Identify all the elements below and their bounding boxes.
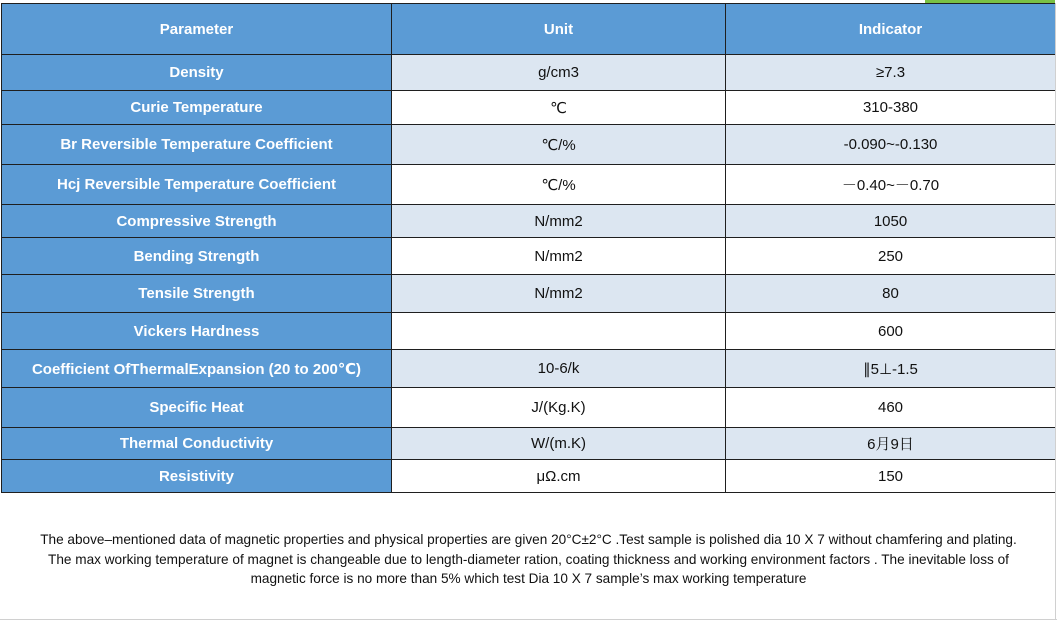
table-row xyxy=(2,238,1056,275)
unit-cell[interactable]: N/mm2 xyxy=(392,238,726,275)
unit-cell[interactable]: ℃/% xyxy=(392,125,726,165)
header-unit[interactable]: Unit xyxy=(392,4,726,55)
unit-cell[interactable]: J/(Kg.K) xyxy=(392,388,726,428)
unit-cell[interactable]: N/mm2 xyxy=(392,275,726,313)
table-row xyxy=(2,91,1056,125)
indicator-cell[interactable]: －0.40~－0.70 xyxy=(726,165,1056,205)
footnote-line-2: The max working temperature of magnet is changeable due to length-diameter ration, coating thickness and working environment factors . The inevitable loss of xyxy=(48,551,1009,567)
parameter-cell[interactable]: Specific Heat xyxy=(2,388,392,428)
footnote-line-1: The above–mentioned data of magnetic properties and physical properties are given 20°C±2°C .Test sample is polished dia 10 X 7 without chamfering and plating. xyxy=(40,532,1017,547)
parameter-cell[interactable]: Thermal Conductivity xyxy=(2,428,392,460)
indicator-cell[interactable]: 250 xyxy=(726,238,1056,275)
unit-cell[interactable]: μΩ.cm xyxy=(392,460,726,493)
parameter-cell[interactable]: Density xyxy=(2,55,392,91)
indicator-cell[interactable]: 1050 xyxy=(726,205,1056,238)
table-row xyxy=(2,55,1056,91)
table-row xyxy=(2,205,1056,238)
unit-cell[interactable]: ℃ xyxy=(392,91,726,125)
unit-cell[interactable]: ℃/% xyxy=(392,165,726,205)
header-parameter[interactable]: Parameter xyxy=(2,4,392,55)
indicator-cell[interactable]: 460 xyxy=(726,388,1056,428)
parameter-cell[interactable]: Coefficient OfThermalExpansion (20 to 200℃) xyxy=(2,350,392,388)
indicator-cell[interactable]: ≥7.3 xyxy=(726,55,1056,91)
indicator-cell[interactable]: 6月9日 xyxy=(726,428,1056,460)
parameter-cell[interactable]: Bending Strength xyxy=(2,238,392,275)
indicator-cell[interactable]: -0.090~-0.130 xyxy=(726,125,1056,165)
sheet-right-gridline xyxy=(1055,3,1056,619)
header-indicator[interactable]: Indicator xyxy=(726,4,1056,55)
properties-table xyxy=(1,3,1056,493)
table-row xyxy=(2,275,1056,313)
parameter-cell[interactable]: Br Reversible Temperature Coefficient xyxy=(2,125,392,165)
parameter-cell[interactable]: Hcj Reversible Temperature Coefficient xyxy=(2,165,392,205)
sheet-bottom-gridline xyxy=(0,619,1057,620)
footnote-line-3: magnetic force is no more than 5% which test Dia 10 X 7 sample’s max working temperature xyxy=(250,571,807,586)
parameter-cell[interactable]: Resistivity xyxy=(2,460,392,493)
table-row xyxy=(2,460,1056,493)
table-row xyxy=(2,388,1056,428)
indicator-cell[interactable]: ∥5⊥-1.5 xyxy=(726,350,1056,388)
unit-cell[interactable] xyxy=(392,313,726,350)
parameter-cell[interactable]: Compressive Strength xyxy=(2,205,392,238)
table-header-row xyxy=(2,4,1056,55)
table-row xyxy=(2,350,1056,388)
parameter-cell[interactable]: Curie Temperature xyxy=(2,91,392,125)
unit-cell[interactable]: g/cm3 xyxy=(392,55,726,91)
parameter-cell[interactable]: Tensile Strength xyxy=(2,275,392,313)
footnote-text xyxy=(0,530,1057,589)
indicator-cell[interactable]: 150 xyxy=(726,460,1056,493)
parameter-cell[interactable]: Vickers Hardness xyxy=(2,313,392,350)
indicator-cell[interactable]: 600 xyxy=(726,313,1056,350)
table-row xyxy=(2,125,1056,165)
unit-cell[interactable]: 10-6/k xyxy=(392,350,726,388)
unit-cell[interactable]: N/mm2 xyxy=(392,205,726,238)
indicator-cell[interactable]: 80 xyxy=(726,275,1056,313)
table-row xyxy=(2,428,1056,460)
unit-cell[interactable]: W/(m.K) xyxy=(392,428,726,460)
table-row xyxy=(2,313,1056,350)
indicator-cell[interactable]: 310-380 xyxy=(726,91,1056,125)
table-row xyxy=(2,165,1056,205)
